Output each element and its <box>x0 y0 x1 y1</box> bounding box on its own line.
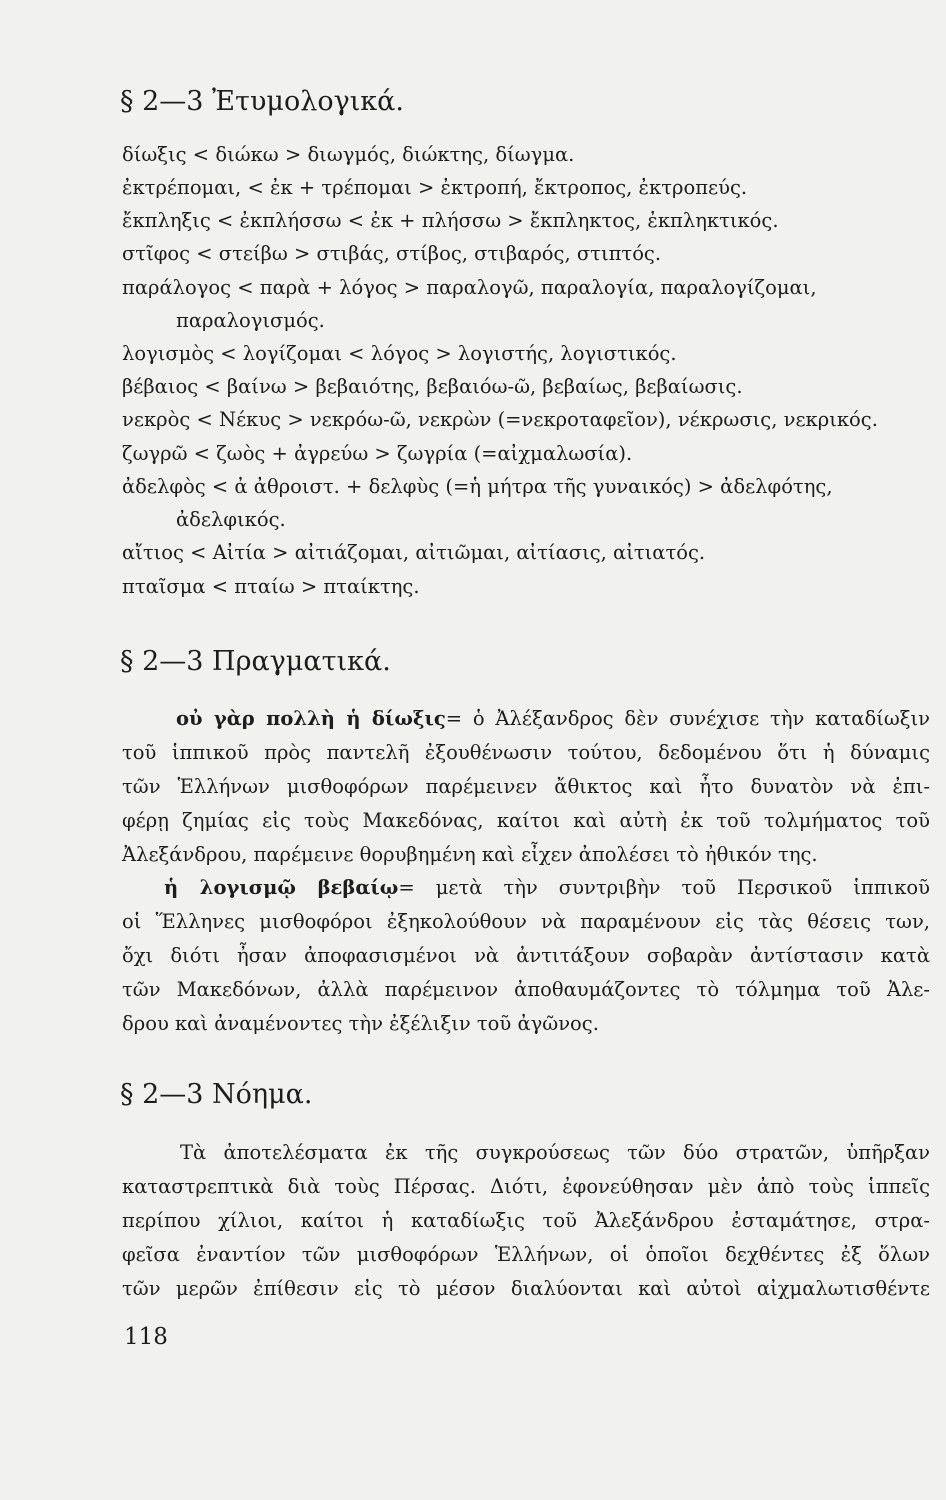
etymology-line: παράλογος < παρὰ + λόγος > παραλογῶ, παραλογία, παραλογίζομαι, <box>122 276 817 299</box>
etymology-line: δίωξις < διώκω > διωγμός, διώκτης, δίωγμα. <box>122 143 575 166</box>
section-heading-pragmatics: § 2—3 Πραγματικά. <box>120 646 391 677</box>
etymology-line: ἔκπληξις < ἐκπλήσσω < ἐκ + πλήσσω > ἔκπληκτος, ἐκπληκτικός. <box>122 209 779 232</box>
pragmatics-line: Ἀλεξάνδρου, παρέμεινε θορυβημένη καὶ εἶχεν ἀπολέσει τὸ ἠθικόν της. <box>122 843 818 866</box>
page-number: 118 <box>124 1324 168 1350</box>
etymology-line: στῖφος < στείβω > στιβάς, στίβος, στιβαρός, στιπτός. <box>122 242 662 265</box>
etymology-line: ζωγρῶ < ζωὸς + ἀγρεύω > ζωγρία (=αἰχμαλωσία). <box>122 442 633 465</box>
etymology-line: πταῖσμα < πταίω > πταίκτης. <box>122 575 420 598</box>
meaning-line: καταστρεπτικὰ διὰ τοὺς Πέρσας. Διότι, ἐφονεύθησαν μὲν ἀπὸ τοὺς ἱππεῖς <box>122 1175 930 1198</box>
meaning-line: τῶν μερῶν ἐπίθεσιν εἰς τὸ μέσον διαλύονται καὶ αὐτοὶ αἰχμαλωτισθέντε <box>122 1277 930 1300</box>
pragmatics-para2-first-line: ἡ λογισμῷ βεβαίῳ= μετὰ τὴν συντριβὴν τοῦ Περσικοῦ ἱππικοῦ <box>164 876 930 899</box>
etymology-line: λογισμὸς < λογίζομαι < λόγος > λογιστής, λογιστικός. <box>122 342 677 365</box>
pragmatics-line: τῶν Μακεδόνων, ἀλλὰ παρέμεινον ἀποθαυμάζοντες τὸ τόλμημα τοῦ Ἀλε- <box>122 978 930 1001</box>
pragmatics-line: οἱ Ἕλληνες μισθοφόροι ἐξηκολούθουν νὰ παραμένουν εἰς τὰς θέσεις των, <box>122 910 930 933</box>
meaning-line: Τὰ ἀποτελέσματα ἐκ τῆς συγκρούσεως τῶν δύο στρατῶν, ὑπῆρξαν <box>180 1141 930 1164</box>
meaning-line: περίπου χίλιοι, καίτοι ἡ καταδίωξις τοῦ Ἀλεξάνδρου ἐσταμάτησε, στρα- <box>122 1209 930 1232</box>
etymology-line: ἀδελφὸς < ἀ ἀθροιστ. + δελφὺς (=ἡ μήτρα τῆς γυναικός) > ἀδελφότης, <box>122 475 833 498</box>
etymology-line: βέβαιος < βαίνω > βεβαιότης, βεβαιόω-ῶ, βεβαίως, βεβαίωσις. <box>122 375 743 398</box>
pragmatics-line: δρου καὶ ἀναμένοντες τὴν ἐξέλιξιν τοῦ ἀγῶνος. <box>122 1012 599 1035</box>
etymology-line: ἐκτρέπομαι, < ἐκ + τρέπομαι > ἐκτροπή, ἔκτροπος, ἐκτροπεύς. <box>122 176 748 199</box>
section-heading-meaning: § 2—3 Νόημα. <box>120 1079 313 1110</box>
section-heading-etymology: § 2—3 Ἐτυμολογικά. <box>120 86 404 117</box>
pragmatics-line: ὄχι διότι ἦσαν ἀποφασισμένοι νὰ ἀντιτάξουν σοβαρὰν ἀντίστασιν κατὰ <box>122 944 930 967</box>
pragmatics-line: τῶν Ἑλλήνων μισθοφόρων παρέμεινεν ἄθικτος καὶ ἦτο δυνατὸν νὰ ἐπι- <box>122 775 930 798</box>
etymology-line-continuation: παραλογισμός. <box>176 309 325 332</box>
pragmatics-line: φέρῃ ζημίας εἰς τοὺς Μακεδόνας, καίτοι καὶ αὐτὴ ἐκ τοῦ τολμήματος τοῦ <box>122 809 930 832</box>
etymology-line: νεκρὸς < Νέκυς > νεκρόω-ῶ, νεκρὼν (=νεκροταφεῖον), νέκρωσις, νεκρικός. <box>122 408 878 431</box>
lemma-bold: οὐ γὰρ πολλὴ ἡ δίωξις <box>176 707 446 730</box>
etymology-line: αἴτιος < Αἰτία > αἰτιάζομαι, αἰτιῶμαι, αἰτίασις, αἰτιατός. <box>122 541 706 564</box>
pragmatics-line: τοῦ ἱππικοῦ πρὸς παντελῆ ἐξουθένωσιν τούτου, δεδομένου ὅτι ἡ δύναμις <box>122 741 930 764</box>
meaning-line: φεῖσα ἐναντίον τῶν μισθοφόρων Ἑλλήνων, οἱ ὁποῖοι δεχθέντες ἐξ ὅλων <box>122 1243 930 1266</box>
etymology-line-continuation: ἀδελφικός. <box>176 508 286 531</box>
pragmatics-para1-first-line: οὐ γὰρ πολλὴ ἡ δίωξις= ὁ Ἀλέξανδρος δὲν συνέχισε τὴν καταδίωξιν <box>176 707 930 730</box>
lemma-bold: ἡ λογισμῷ βεβαίῳ <box>164 876 399 899</box>
